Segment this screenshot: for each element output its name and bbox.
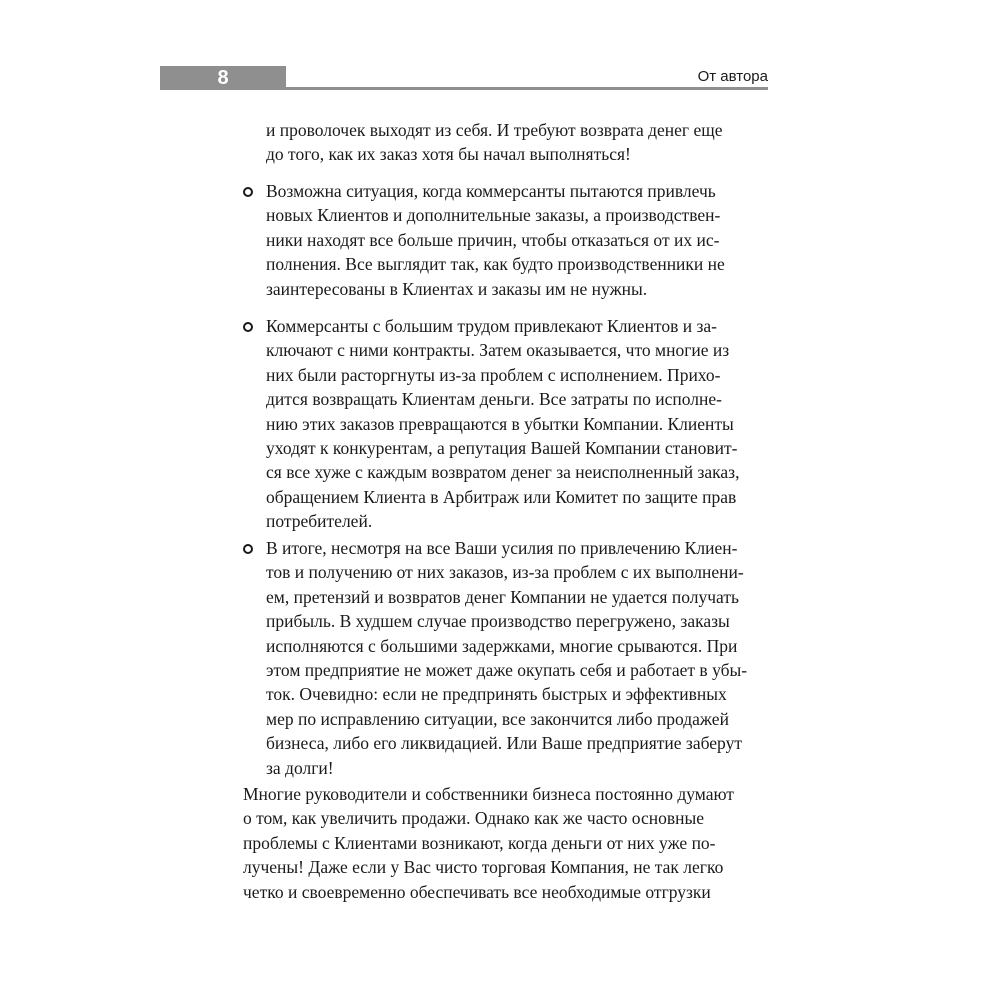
paragraph-line: нию этих заказов превращаются в убытки Компании. Клиенты: [266, 413, 734, 434]
paragraph-line: дится возвращать Клиентам деньги. Все затраты по исполне-: [266, 389, 722, 410]
header-rule: [286, 87, 768, 90]
paragraph-line: Многие руководители и собственники бизнеса постоянно думают: [243, 784, 734, 804]
paragraph-line: новых Клиентов и дополнительные заказы, а производствен-: [266, 205, 721, 226]
paragraph-line: четко и своевременно обеспечивать все необходимые отгрузки: [243, 881, 711, 902]
page-number: 8: [160, 66, 286, 90]
paragraph-line: потребителей.: [266, 511, 373, 532]
page-header: [160, 66, 768, 92]
circle-bullet-icon: [243, 322, 253, 332]
paragraph-line: проблемы с Клиентами возникают, когда деньги от них уже по-: [243, 832, 716, 853]
paragraph-line: ся все хуже с каждым возвратом денег за неисполненный заказ,: [266, 462, 740, 483]
paragraph-line: о том, как увеличить продажи. Однако как же часто основные: [243, 808, 705, 829]
paragraph-line: мер по исправлению ситуации, все закончится либо продажей: [266, 708, 729, 729]
paragraph-line: обращением Клиента в Арбитраж или Комитет по защите прав: [266, 486, 737, 507]
paragraph-line: ники находят все больше причин, чтобы отказаться от их ис-: [266, 229, 720, 250]
paragraph-line: них были расторгнуты из-за проблем с исполнением. Прихо-: [266, 364, 721, 385]
paragraph-line: и проволочек выходят из себя. И требуют возврата денег еще: [266, 120, 723, 140]
paragraph-line: прибыль. В худшем случае производство перегружено, заказы: [266, 611, 730, 632]
closing-paragraph: [243, 782, 768, 904]
paragraph-line: Коммерсанты с большим трудом привлекают Клиентов и за-: [266, 316, 717, 336]
paragraph-line: В итоге, несмотря на все Ваши усилия по привлечению Клиен-: [266, 538, 738, 558]
paragraph-line: исполняются с большими задержками, многие срываются. При: [266, 635, 738, 656]
continuation-paragraph: [266, 118, 768, 167]
bullet-text: [266, 179, 768, 301]
paragraph-line: лучены! Даже если у Вас чисто торговая Компания, не так легко: [243, 857, 724, 878]
paragraph-line: уходят к конкурентам, а репутация Вашей Компании становит-: [266, 438, 738, 459]
section-title: От автора: [697, 68, 768, 85]
paragraph-line: этом предприятие не может даже окупать себя и работает в убы-: [266, 660, 748, 681]
bullet-text: [266, 536, 768, 780]
paragraph-line: за долги!: [266, 757, 334, 778]
paragraph-line: ключают с ними контракты. Затем оказывается, что многие из: [266, 340, 730, 361]
circle-bullet-icon: [243, 544, 253, 554]
paragraph-line: ем, претензий и возвратов денег Компании не удается получать: [266, 586, 739, 607]
paragraph-line: бизнеса, либо его ликвидацией. Или Ваше предприятие заберут: [266, 733, 742, 754]
paragraph-line: Возможна ситуация, когда коммерсанты пытаются привлечь: [266, 181, 716, 201]
paragraph-line: полнения. Все выглядит так, как будто производственники не: [266, 254, 725, 275]
paragraph-line: тов и получению от них заказов, из-за проблем с их выполнени-: [266, 562, 744, 583]
circle-bullet-icon: [243, 187, 253, 197]
paragraph-line: заинтересованы в Клиентах и заказы им не нужны.: [266, 278, 648, 299]
paragraph-line: до того, как их заказ хотя бы начал выполняться!: [266, 144, 631, 165]
bullet-text: [266, 314, 768, 534]
paragraph-line: ток. Очевидно: если не предпринять быстрых и эффективных: [266, 684, 727, 705]
